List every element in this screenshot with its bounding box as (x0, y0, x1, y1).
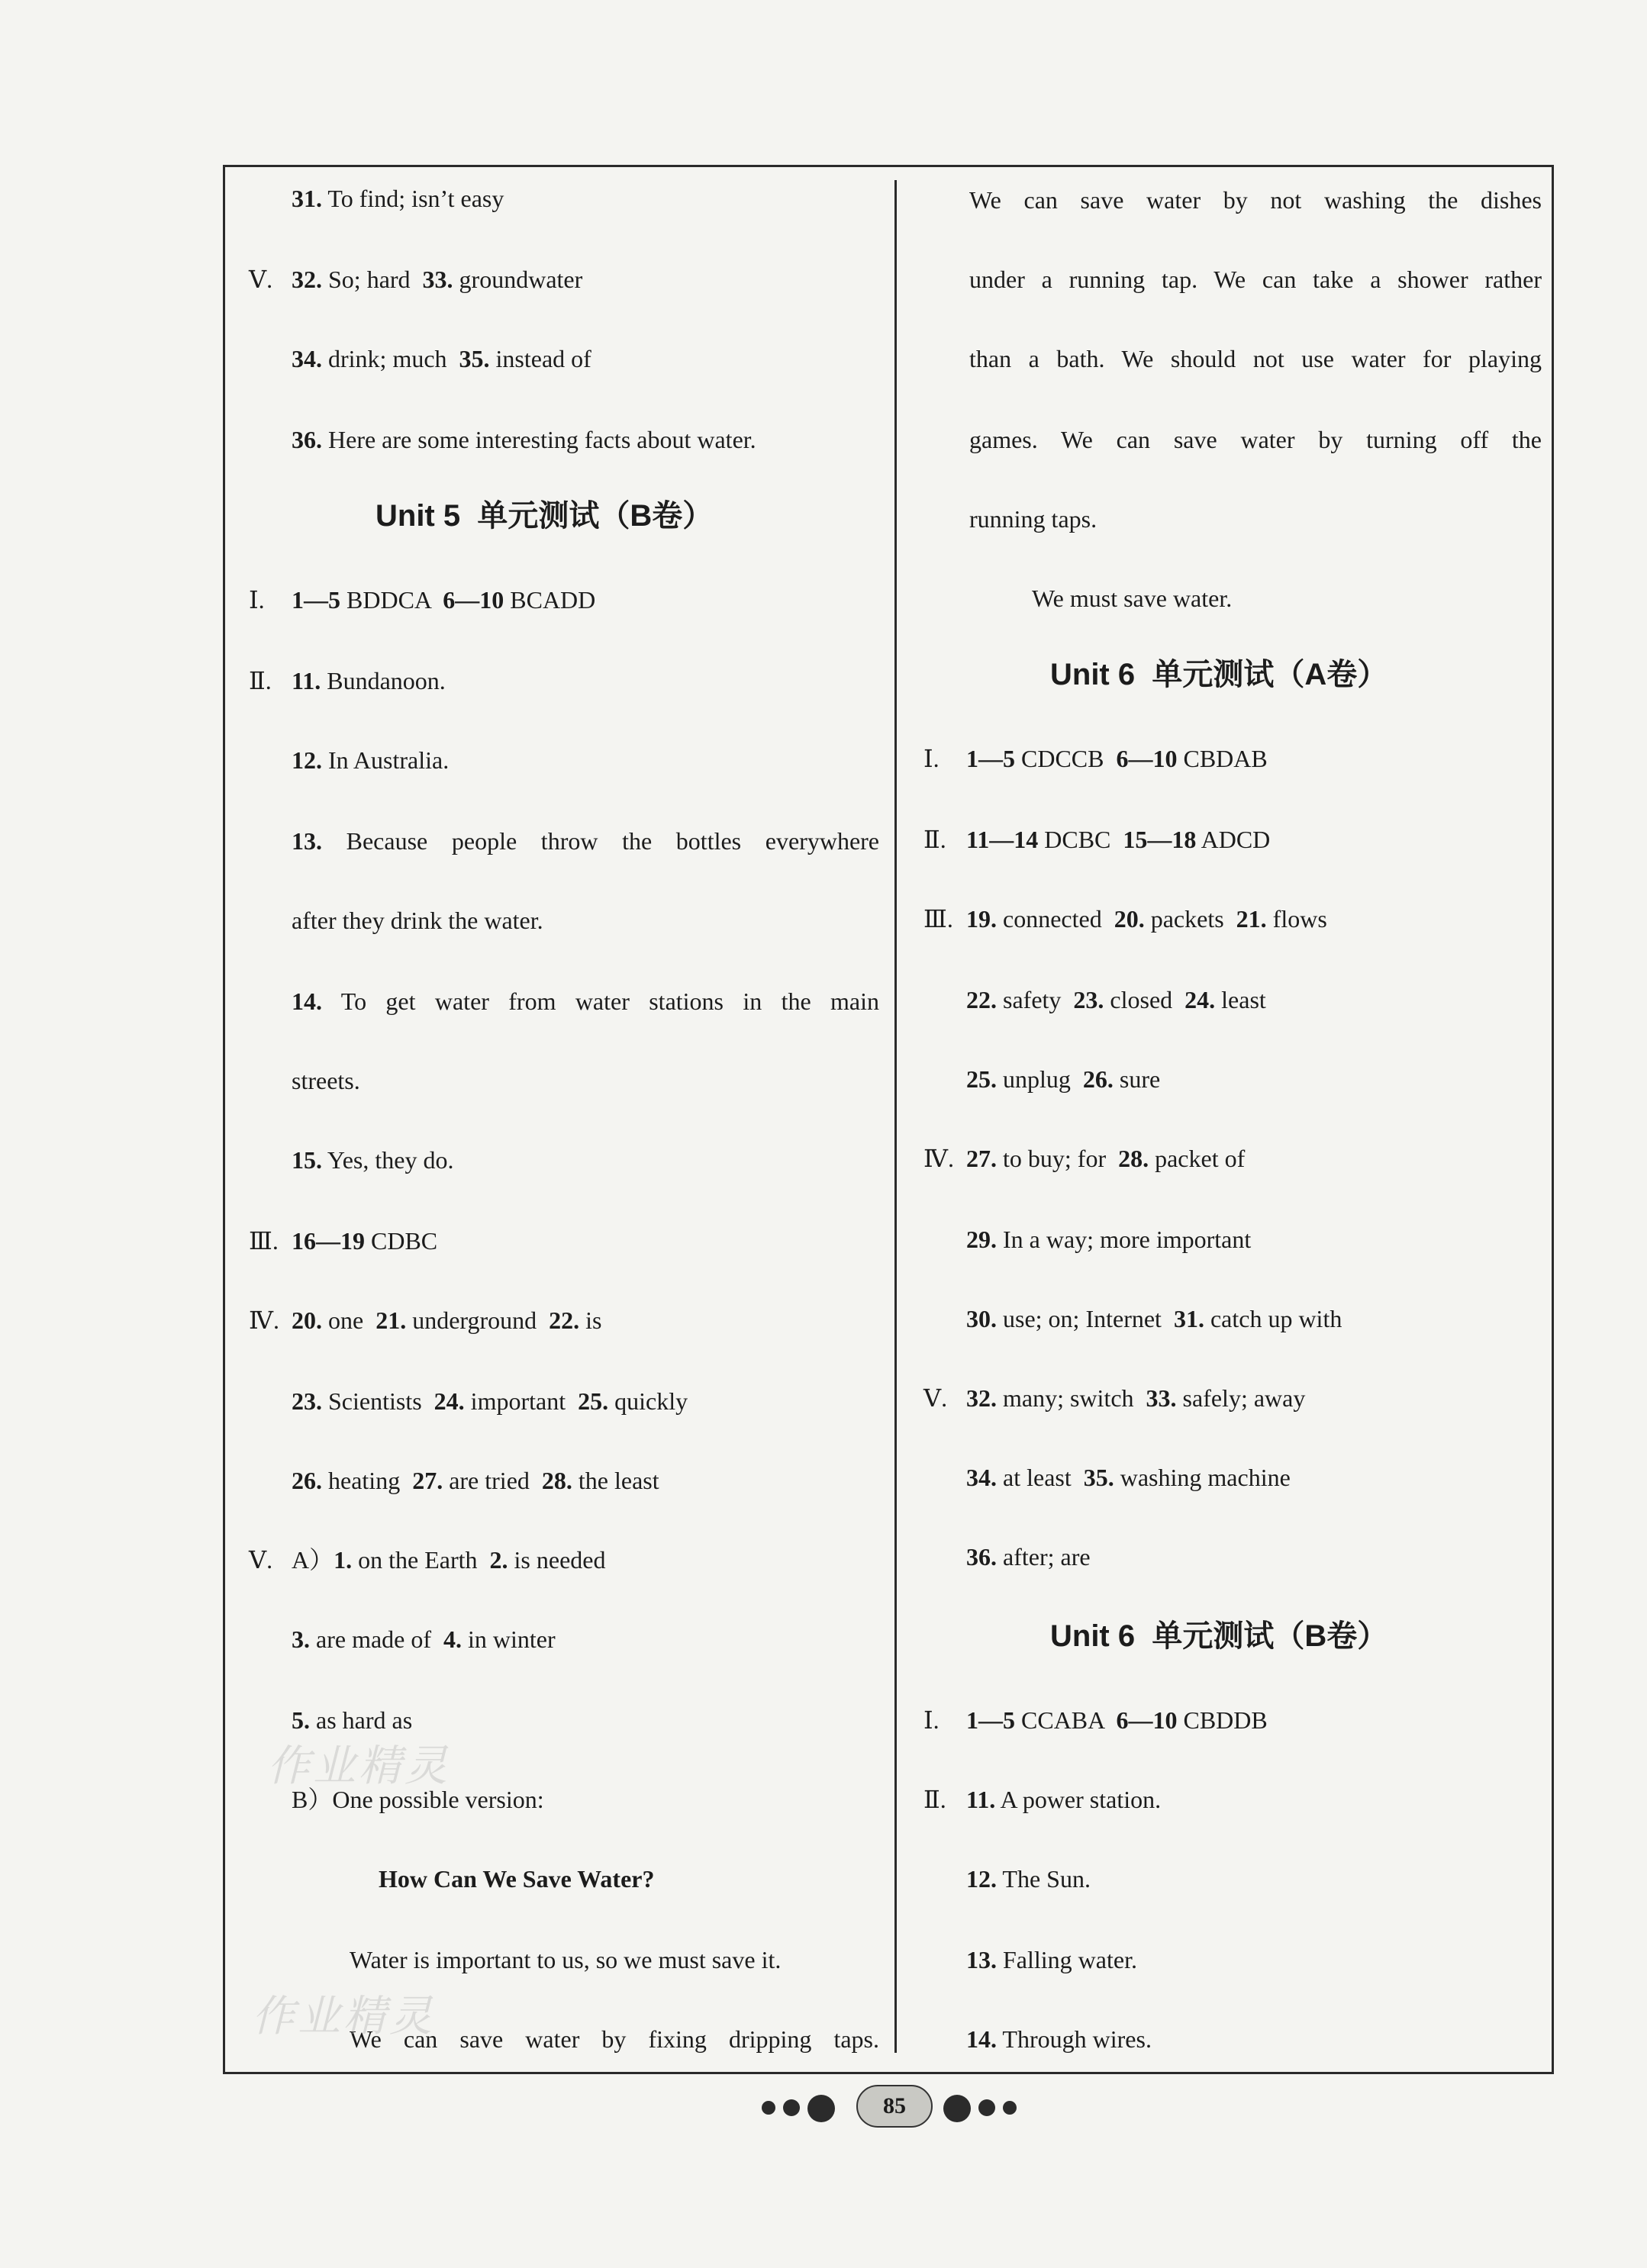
essay-line: Water is important to us, so we must save it. (350, 1946, 782, 1973)
answer-line: 14. Through wires. (966, 2025, 1152, 2053)
watermark: 作业精灵 (267, 1741, 450, 1791)
answer-line: 12. In Australia. (292, 746, 450, 774)
essay-line: We must save water. (1032, 585, 1233, 612)
answer-line: 29. In a way; more important (966, 1226, 1252, 1253)
answer-line: Ⅴ. 32. many; switch 33. safely; away (923, 1384, 1306, 1412)
answer-line: Ⅳ. 27. to buy; for 28. packet of (923, 1145, 1246, 1172)
answer-line: Ⅱ. 11. Bundanoon. (249, 667, 446, 694)
answer-line: Ⅱ. 11. A power station. (923, 1786, 1162, 1813)
answer-line: 23. Scientists 24. important 25. quickly (292, 1387, 688, 1415)
dot-icon (807, 2095, 835, 2122)
answer-line: Ⅴ. A）1. on the Earth 2. is needed (249, 1546, 606, 1574)
answer-line: 34. drink; much 35. instead of (292, 345, 591, 372)
watermark: 作业精灵 (252, 1992, 435, 2041)
page-number-badge: 85 (856, 2085, 933, 2128)
answer-line: 3. are made of 4. in winter (292, 1625, 556, 1653)
essay-title: How Can We Save Water? (379, 1865, 655, 1893)
answer-line: Ⅱ. 11—14 DCBC 15—18 ADCD (923, 826, 1271, 853)
answer-line: 22. safety 23. closed 24. least (966, 986, 1266, 1013)
answer-line: Ⅰ. 1—5 CDCCB 6—10 CBDAB (923, 745, 1268, 772)
answer-line: 13. Falling water. (966, 1946, 1137, 1973)
answer-line: 31. To find; isn’t easy (292, 185, 504, 212)
section-heading: Unit 5 单元测试（B卷） (375, 499, 714, 533)
essay-line: running taps. (969, 505, 1097, 533)
answer-line: 25. unplug 26. sure (966, 1065, 1161, 1093)
essay-line: under a running tap. We can take a shower rather (969, 266, 1542, 293)
answer-line: Ⅴ. 32. So; hard 33. groundwater (249, 266, 583, 293)
dot-icon (978, 2099, 995, 2116)
essay-line: games. We can save water by turning off the (969, 426, 1542, 453)
answer-line: after they drink the water. (292, 907, 543, 934)
answer-line: B）One possible version: (292, 1786, 544, 1813)
dot-icon (943, 2095, 971, 2122)
answer-line: 12. The Sun. (966, 1865, 1091, 1893)
essay-line: We can save water by fixing dripping taps. (350, 2025, 879, 2053)
answer-line: 36. Here are some interesting facts about water. (292, 426, 756, 453)
answer-line: 13. Because people throw the bottles everywhere (292, 827, 879, 855)
column-divider (894, 180, 897, 2053)
page-number (756, 2085, 1046, 2131)
answer-line: Ⅰ. 1—5 BDDCA 6—10 BCADD (249, 586, 596, 614)
answer-line: Ⅲ. 19. connected 20. packets 21. flows (923, 905, 1327, 933)
answer-line: 34. at least 35. washing machine (966, 1464, 1291, 1491)
answer-line: 26. heating 27. are tried 28. the least (292, 1467, 659, 1494)
answer-line: 14. To get water from water stations in the main (292, 987, 879, 1015)
answer-line: Ⅰ. 1—5 CCABA 6—10 CBDDB (923, 1706, 1268, 1734)
answer-line: Ⅲ. 16—19 CDBC (249, 1227, 438, 1255)
section-heading: Unit 6 单元测试（A卷） (1050, 658, 1388, 691)
essay-line: than a bath. We should not use water for playing (969, 345, 1542, 372)
section-heading: Unit 6 单元测试（B卷） (1050, 1619, 1388, 1653)
answer-line: 15. Yes, they do. (292, 1146, 454, 1174)
essay-line: We can save water by not washing the dishes (969, 186, 1542, 214)
dot-icon (762, 2101, 775, 2115)
dot-icon (783, 2099, 800, 2116)
answer-line: 36. after; are (966, 1543, 1091, 1571)
answer-line: streets. (292, 1067, 360, 1094)
answer-line: 30. use; on; Internet 31. catch up with (966, 1305, 1342, 1332)
answer-line: Ⅳ. 20. one 21. underground 22. is (249, 1306, 602, 1334)
dot-icon (1003, 2101, 1017, 2115)
answer-line: 5. as hard as (292, 1706, 413, 1734)
